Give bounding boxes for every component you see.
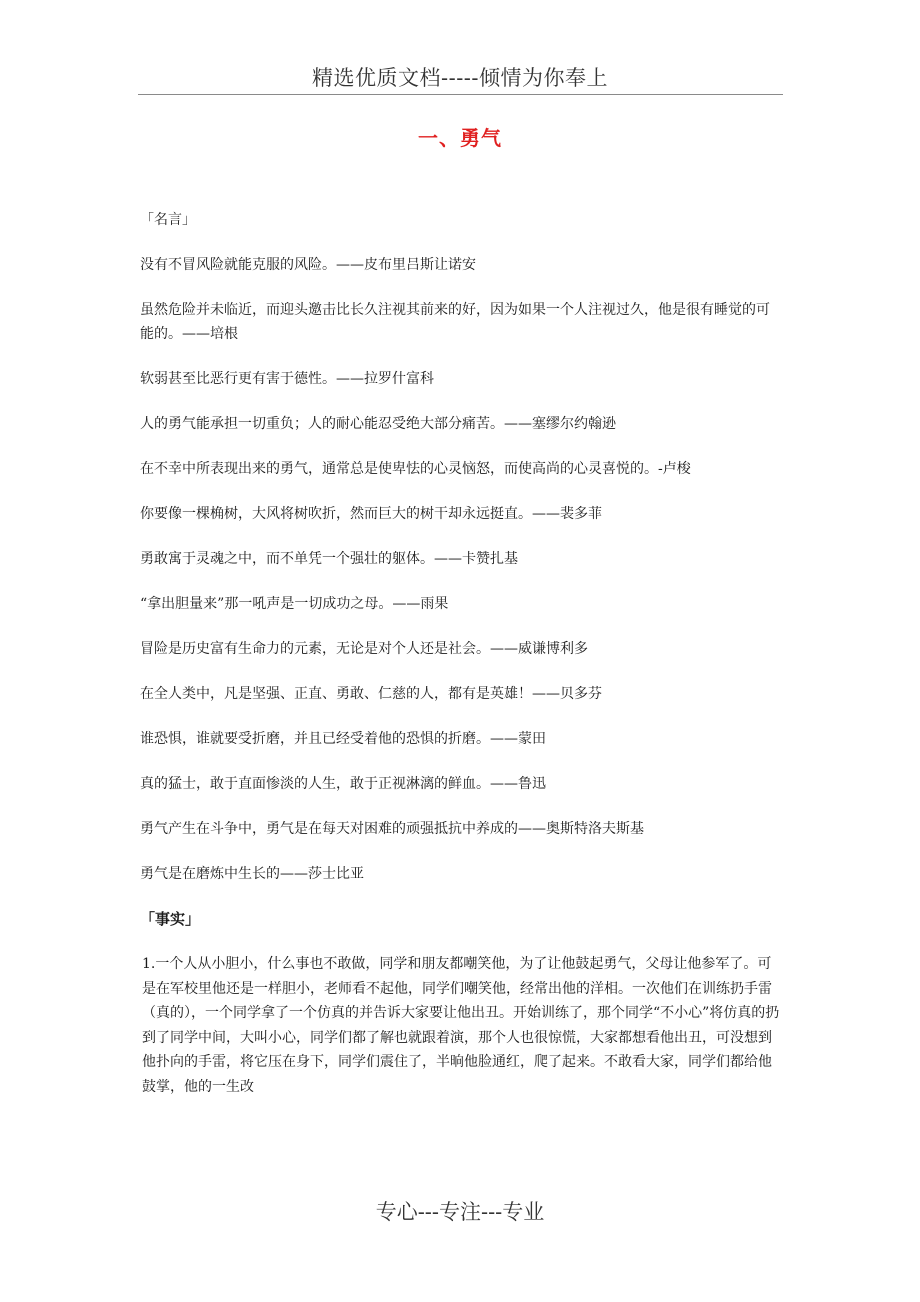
quote-item: 软弱甚至比恶行更有害于德性。——拉罗什富科 <box>140 371 434 387</box>
quote-item: 人的勇气能承担一切重负；人的耐心能忍受绝大部分痛苦。——塞缪尔约翰逊 <box>140 416 616 432</box>
quote-item: 谁恐惧，谁就要受折磨，并且已经受着他的恐惧的折磨。——蒙田 <box>140 731 546 747</box>
facts-section-label: 「事实」 <box>140 910 201 928</box>
quote-item: 没有不冒风险就能克服的风险。——皮布里吕斯让诺安 <box>140 257 476 273</box>
quote-item: 真的猛士，敢于直面惨淡的人生，敢于正视淋漓的鲜血。——鲁迅 <box>140 776 546 792</box>
quote-item: 在不幸中所表现出来的勇气，通常总是使卑怯的心灵恼怒，而使高尚的心灵喜悦的。-卢梭 <box>140 461 691 477</box>
quote-item: 勇气产生在斗争中，勇气是在每天对困难的顽强抵抗中养成的——奥斯特洛夫斯基 <box>140 821 644 837</box>
header-divider <box>138 94 783 95</box>
quote-item: 勇气是在磨炼中生长的——莎士比亚 <box>140 866 364 882</box>
quote-item: 虽然危险并未临近，而迎头邀击比长久注视其前来的好，因为如果一个人注视过久，他是很有睡觉的可能的。——培根 <box>140 302 770 342</box>
page-footer: 专心---专注---专业 <box>375 1200 545 1224</box>
facts-paragraph: 1.一个人从小胆小，什么事也不敢做，同学和朋友都嘲笑他，为了让他鼓起勇气，父母让他参军了。可是在军校里他还是一样胆小，老师看不起他，同学们嘲笑他，经常出他的洋相。一次他们在训练扔手雷（真的），一个同学拿了一个仿真的并告诉大家要让他出丑。开始训练了，那个同学“不小心”将仿真的扔到了同学中间，大叫小心，同学们都了解也就跟着演，那个人也很惊慌，大家都想看他出丑，可没想到他扑向的手雷，将它压在身下，同学们震住了，半晌他脸通红，爬了起来。不敢看大家，同学们都给他鼓掌，他的一生改 <box>142 956 780 1095</box>
page-header: 精选优质文档-----倾情为你奉上 <box>312 66 608 90</box>
quote-item: “拿出胆量来”那一吼声是一切成功之母。——雨果 <box>140 596 449 612</box>
quotes-section-label: 「名言」 <box>140 212 196 228</box>
document-title: 一、勇气 <box>418 126 502 150</box>
quote-item: 冒险是历史富有生命力的元素，无论是对个人还是社会。——威谦博利多 <box>140 641 588 657</box>
document-body <box>140 208 780 1099</box>
quote-item: 勇敢寓于灵魂之中，而不单凭一个强壮的躯体。——卡赞扎基 <box>140 551 518 567</box>
quote-item: 你要像一棵桷树，大风将树吹折，然而巨大的树干却永远挺直。——裴多菲 <box>140 506 602 522</box>
quote-item: 在全人类中，凡是坚强、正直、勇敢、仁慈的人，都有是英雄！——贝多芬 <box>140 686 602 702</box>
